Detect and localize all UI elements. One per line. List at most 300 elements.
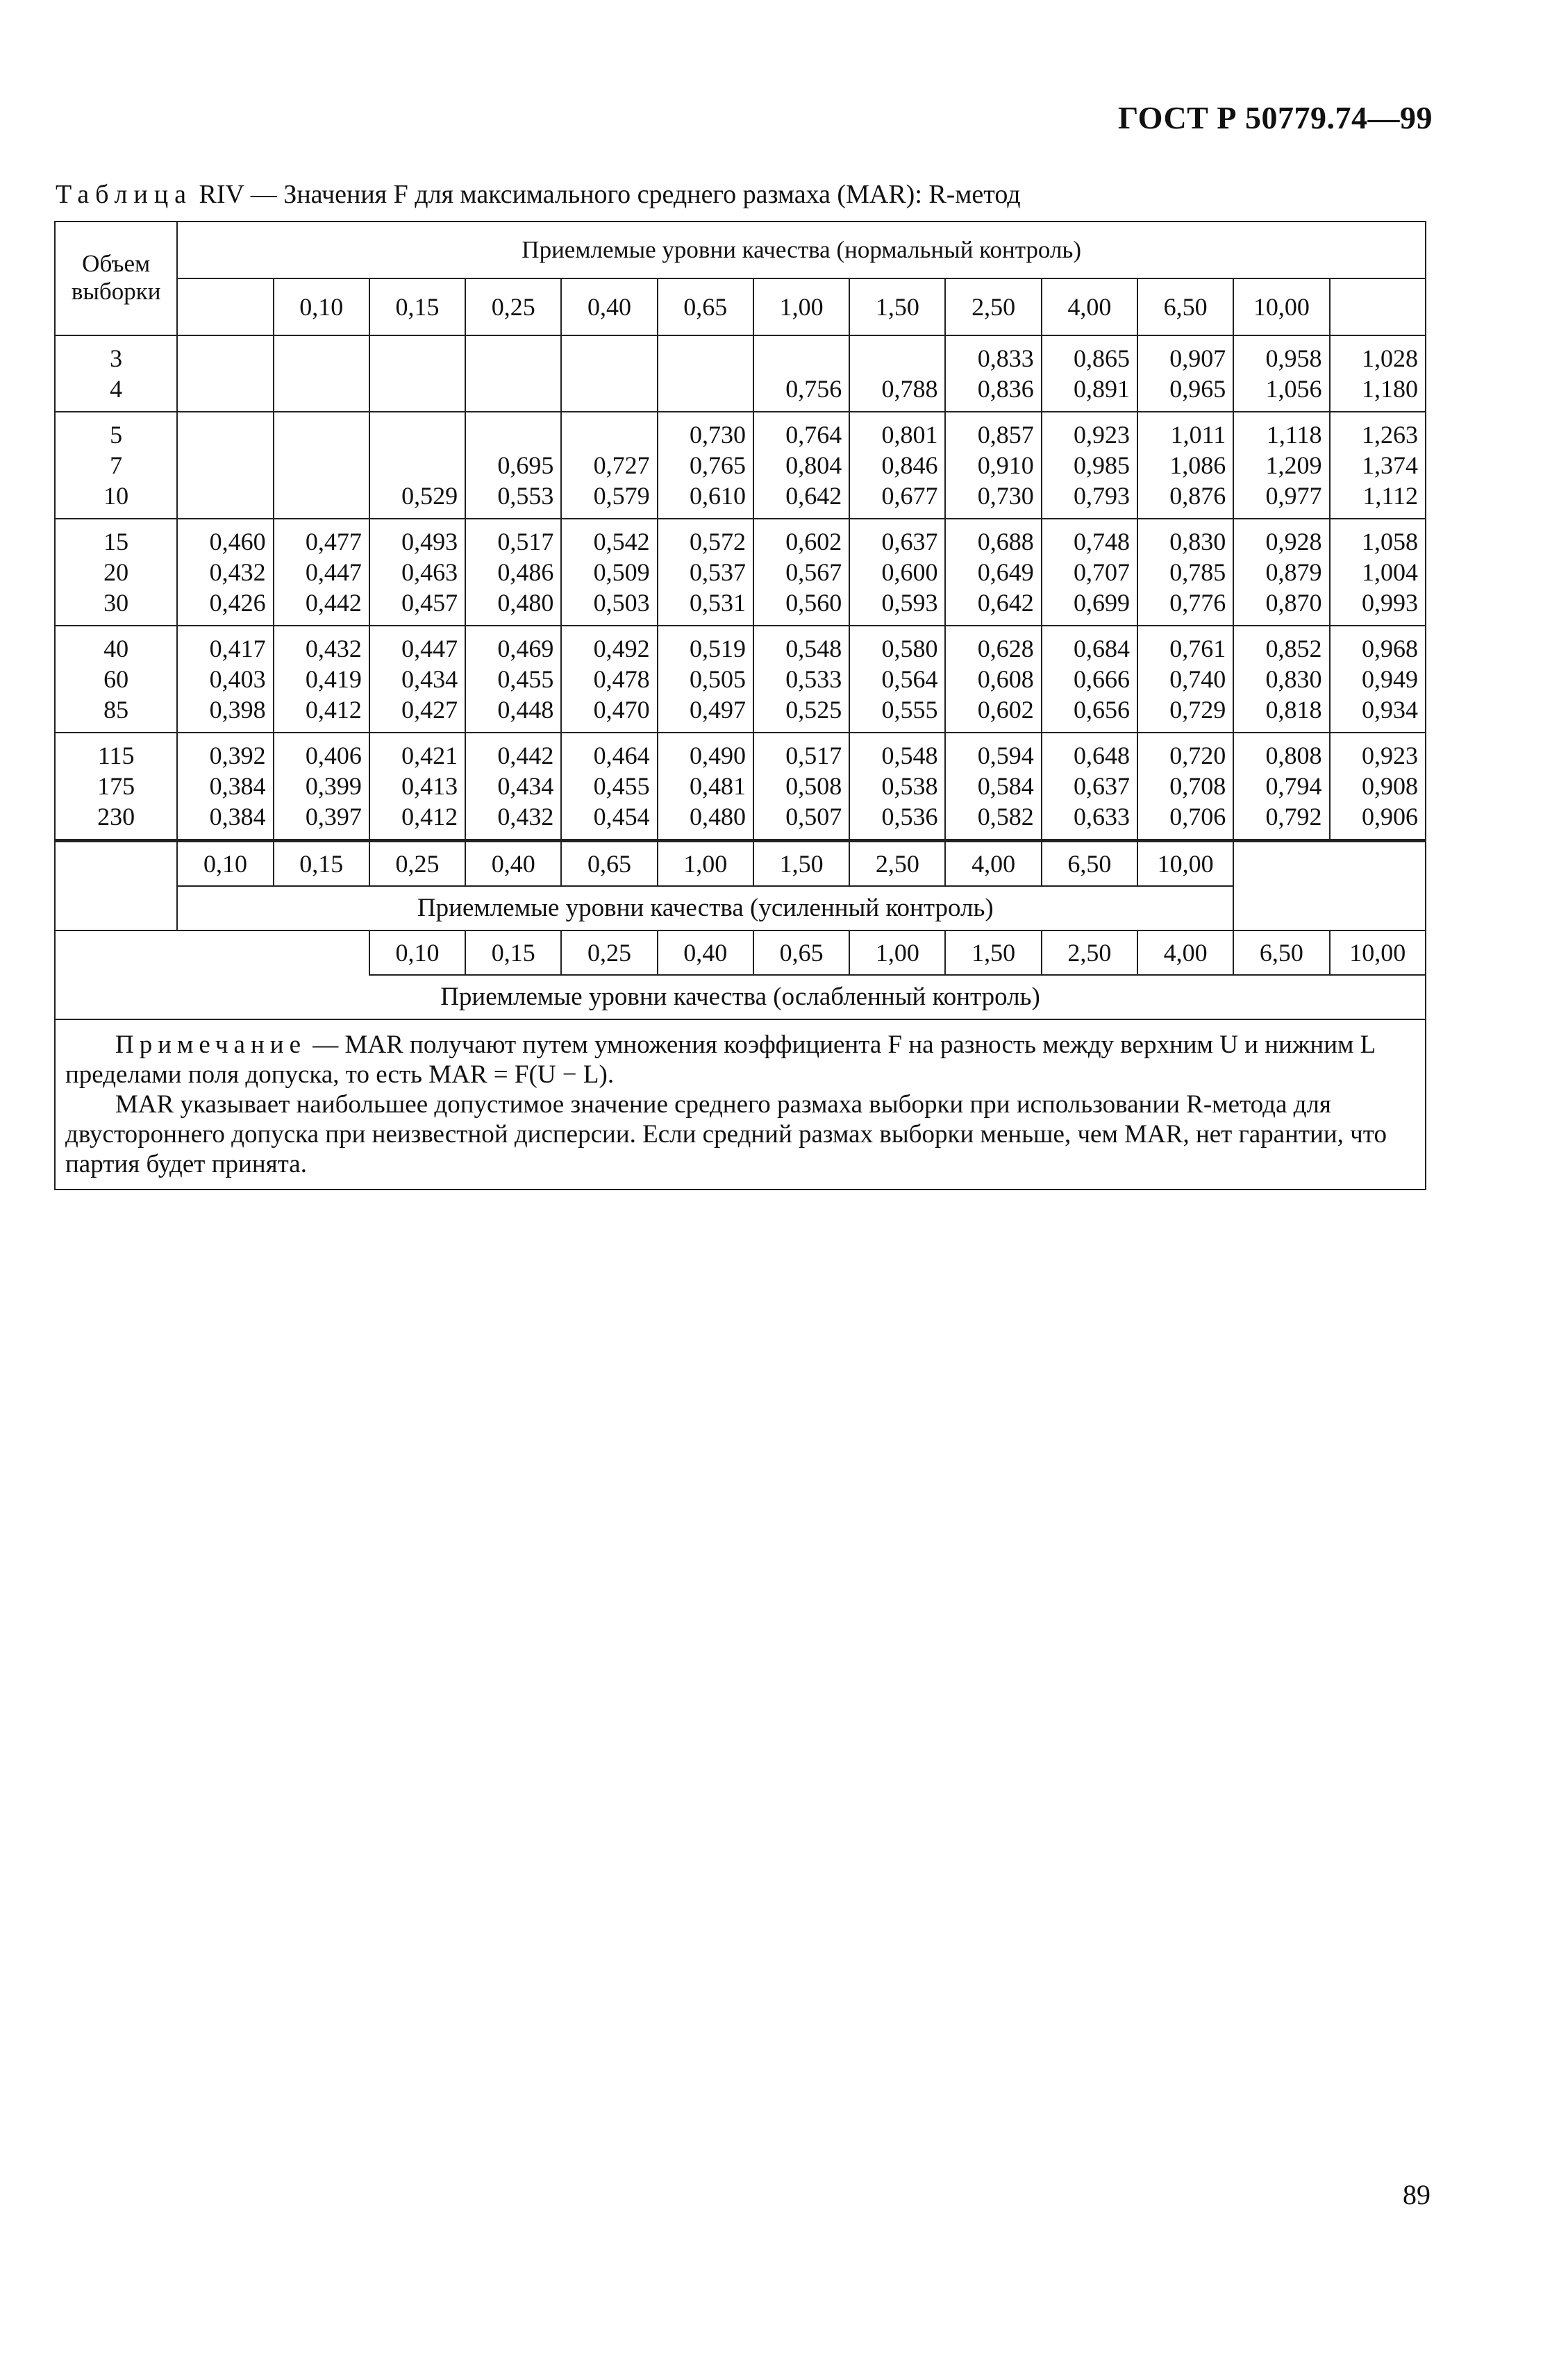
factor-value — [185, 450, 265, 481]
factor-value: 0,533 — [785, 665, 842, 693]
factor-value: 0,493 — [401, 528, 458, 556]
factor-value: 0,836 — [977, 375, 1034, 403]
normal-level-cell: 0,65 — [658, 278, 753, 335]
factor-value: 0,434 — [497, 772, 554, 800]
factor-cell — [1137, 335, 1233, 412]
factor-value: 0,910 — [977, 451, 1034, 479]
factor-value: 0,572 — [689, 528, 746, 556]
sample-size-header: Объем выборки — [55, 222, 177, 335]
factor-value: 0,536 — [881, 803, 938, 831]
normal-level-cell: 1,00 — [753, 278, 849, 335]
factor-value: 0,580 — [881, 635, 938, 662]
factor-cell — [753, 626, 849, 733]
normal-level-cell: 0,25 — [465, 278, 561, 335]
factor-value — [761, 343, 842, 374]
sample-size-cell — [55, 733, 177, 841]
sample-group-row — [55, 412, 1426, 519]
sample-size-value: 175 — [97, 772, 135, 800]
factor-value: 0,529 — [401, 482, 458, 510]
factor-value: 0,564 — [881, 665, 938, 693]
factor-value — [377, 374, 458, 404]
factor-value: 0,593 — [881, 589, 938, 617]
factor-value: 0,928 — [1265, 528, 1322, 556]
factor-cell — [177, 412, 273, 519]
factor-value: 0,833 — [977, 344, 1034, 372]
factor-value: 0,808 — [1265, 742, 1322, 769]
factor-value: 1,374 — [1362, 451, 1418, 479]
blank-cell — [55, 841, 177, 931]
factor-cell — [753, 335, 849, 412]
factor-value: 0,427 — [401, 696, 458, 724]
factor-value: 0,384 — [209, 772, 266, 800]
tightened-levels-row — [55, 841, 1426, 887]
factor-value: 0,695 — [497, 451, 554, 479]
factor-value: 0,503 — [593, 589, 650, 617]
factor-value: 0,907 — [1169, 344, 1226, 372]
sample-size-value: 115 — [97, 742, 135, 769]
factor-value — [377, 419, 458, 450]
factor-value: 0,477 — [305, 528, 362, 556]
factor-value: 0,455 — [593, 772, 650, 800]
normal-control-header: Приемлемые уровни качества (нормальный контроль) — [177, 222, 1426, 278]
reduced-level-cell: 2,50 — [1042, 931, 1137, 975]
reduced-caption-row — [55, 975, 1426, 1019]
sample-group-row — [55, 626, 1426, 733]
factor-value: 0,993 — [1362, 589, 1418, 617]
factor-value: 0,923 — [1074, 421, 1130, 449]
factor-value: 0,677 — [881, 482, 938, 510]
factor-cell — [274, 335, 369, 412]
factor-value: 0,486 — [497, 558, 554, 586]
factor-value: 0,505 — [689, 665, 746, 693]
factor-value: 0,553 — [497, 482, 554, 510]
factor-value: 0,818 — [1265, 696, 1322, 724]
factor-cell — [1330, 519, 1426, 626]
factor-value: 1,056 — [1265, 375, 1322, 403]
values-table — [54, 221, 1426, 1190]
factor-cell — [945, 626, 1041, 733]
factor-cell — [1042, 335, 1137, 412]
factor-value: 0,965 — [1169, 375, 1226, 403]
factor-value — [473, 374, 553, 404]
factor-cell — [658, 335, 753, 412]
factor-cell — [369, 412, 465, 519]
normal-level-cell: 2,50 — [945, 278, 1041, 335]
factor-value — [281, 450, 362, 481]
factor-value: 0,792 — [1265, 803, 1322, 831]
factor-value: 0,949 — [1362, 665, 1418, 693]
factor-cell — [561, 626, 657, 733]
factor-cell — [561, 733, 657, 841]
factor-cell — [465, 335, 561, 412]
factor-cell — [274, 733, 369, 841]
factor-value: 0,958 — [1265, 344, 1322, 372]
factor-cell — [753, 412, 849, 519]
sample-size-value: 230 — [97, 803, 135, 831]
sample-size-value: 30 — [103, 589, 129, 617]
factor-value: 0,480 — [689, 803, 746, 831]
note-text-2: MAR указывает наибольшее допустимое значение среднего размаха выборки при использовании R-метода для двустороннего допуска при неизвестной дисперсии. Если средний размах выборки меньше, чем MAR, нет гарантии, что партия будет принята. — [65, 1090, 1387, 1178]
factor-value: 0,517 — [497, 528, 554, 556]
normal-level-cell — [177, 278, 273, 335]
sample-group-row — [55, 519, 1426, 626]
factor-value: 0,434 — [401, 665, 458, 693]
factor-value: 0,478 — [593, 665, 650, 693]
factor-value: 1,118 — [1266, 421, 1322, 449]
factor-cell — [369, 626, 465, 733]
sample-size-value: 85 — [103, 696, 129, 724]
factor-value: 0,517 — [785, 742, 842, 769]
factor-cell — [1330, 733, 1426, 841]
factor-cell — [1233, 626, 1329, 733]
factor-cell — [1042, 733, 1137, 841]
factor-value: 0,684 — [1074, 635, 1130, 662]
factor-value: 0,608 — [977, 665, 1034, 693]
normal-level-cell: 0,15 — [369, 278, 465, 335]
factor-value: 0,398 — [209, 696, 266, 724]
factor-value — [665, 343, 746, 374]
reduced-level-cell: 0,40 — [658, 931, 753, 975]
factor-value: 0,442 — [305, 589, 362, 617]
factor-value: 0,542 — [593, 528, 650, 556]
factor-value: 0,891 — [1074, 375, 1130, 403]
tightened-level-cell: 2,50 — [849, 841, 945, 887]
factor-value: 0,852 — [1265, 635, 1322, 662]
factor-cell — [658, 519, 753, 626]
factor-value: 0,457 — [401, 589, 458, 617]
factor-cell — [753, 733, 849, 841]
factor-value — [473, 419, 553, 450]
factor-value: 0,764 — [785, 421, 842, 449]
sample-size-value: 15 — [103, 528, 129, 556]
factor-value: 0,412 — [305, 696, 362, 724]
factor-value — [185, 343, 265, 374]
factor-value — [569, 374, 649, 404]
normal-level-cell — [1330, 278, 1426, 335]
factor-cell — [369, 335, 465, 412]
factor-value: 1,180 — [1362, 375, 1418, 403]
page-number: 89 — [1403, 2179, 1431, 2210]
factor-value: 1,011 — [1170, 421, 1226, 449]
reduced-levels-row — [55, 931, 1426, 975]
factor-cell — [274, 519, 369, 626]
factor-cell — [849, 519, 945, 626]
normal-level-cell: 0,40 — [561, 278, 657, 335]
factor-value — [377, 450, 458, 481]
reduced-level-cell: 0,25 — [561, 931, 657, 975]
factor-value: 0,748 — [1074, 528, 1130, 556]
reduced-level-cell: 4,00 — [1137, 931, 1233, 975]
factor-value: 0,421 — [401, 742, 458, 769]
factor-value: 1,209 — [1265, 451, 1322, 479]
blank-cell — [55, 931, 369, 975]
factor-cell — [945, 412, 1041, 519]
sample-size-value: 20 — [103, 558, 129, 586]
factor-cell — [658, 626, 753, 733]
tightened-level-cell: 1,00 — [658, 841, 753, 887]
factor-value: 0,830 — [1265, 665, 1322, 693]
factor-value: 0,688 — [977, 528, 1034, 556]
tightened-level-cell: 1,50 — [753, 841, 849, 887]
blank-cell — [1233, 841, 1426, 931]
factor-value: 0,707 — [1074, 558, 1130, 586]
factor-value: 0,413 — [401, 772, 458, 800]
factor-cell — [369, 733, 465, 841]
factor-value: 0,537 — [689, 558, 746, 586]
sample-size-value: 10 — [103, 482, 129, 510]
factor-value: 0,637 — [1074, 772, 1130, 800]
factor-value: 0,785 — [1169, 558, 1226, 586]
factor-value: 0,397 — [305, 803, 362, 831]
factor-cell — [1042, 626, 1137, 733]
factor-value: 0,384 — [209, 803, 266, 831]
factor-value — [281, 343, 362, 374]
sample-size-cell — [55, 335, 177, 412]
normal-levels-row — [55, 278, 1426, 335]
factor-cell — [465, 412, 561, 519]
reduced-level-cell: 6,50 — [1233, 931, 1329, 975]
factor-value — [377, 343, 458, 374]
factor-cell — [658, 733, 753, 841]
sample-size-value: 5 — [110, 421, 123, 449]
tightened-level-cell: 0,40 — [465, 841, 561, 887]
factor-value: 0,628 — [977, 635, 1034, 662]
table-caption-label: Таблица — [56, 180, 193, 209]
factor-value: 0,432 — [209, 558, 266, 586]
factor-value: 0,419 — [305, 665, 362, 693]
reduced-level-cell: 0,15 — [465, 931, 561, 975]
sample-size-cell — [55, 519, 177, 626]
factor-value: 0,432 — [305, 635, 362, 662]
factor-value: 0,412 — [401, 803, 458, 831]
factor-value: 0,699 — [1074, 589, 1130, 617]
factor-value: 0,730 — [689, 421, 746, 449]
sample-group-row — [55, 733, 1426, 841]
tightened-level-cell: 4,00 — [945, 841, 1041, 887]
tightened-level-cell: 0,10 — [177, 841, 273, 887]
factor-value: 0,584 — [977, 772, 1034, 800]
factor-value: 0,579 — [593, 482, 650, 510]
reduced-level-cell: 0,10 — [369, 931, 465, 975]
factor-cell — [1137, 412, 1233, 519]
factor-cell — [945, 335, 1041, 412]
factor-cell — [274, 412, 369, 519]
table-note — [55, 1019, 1426, 1190]
factor-cell — [945, 519, 1041, 626]
factor-value: 0,464 — [593, 742, 650, 769]
factor-cell — [849, 733, 945, 841]
factor-cell — [849, 626, 945, 733]
note-row — [55, 1019, 1426, 1190]
factor-cell — [369, 519, 465, 626]
factor-cell — [1042, 519, 1137, 626]
factor-value: 0,490 — [689, 742, 746, 769]
factor-value: 0,454 — [593, 803, 650, 831]
sample-size-value: 40 — [103, 635, 129, 662]
factor-value: 0,804 — [785, 451, 842, 479]
factor-value: 0,492 — [593, 635, 650, 662]
factor-value — [569, 419, 649, 450]
factor-value: 0,432 — [497, 803, 554, 831]
factor-cell — [561, 335, 657, 412]
tightened-level-cell: 0,15 — [274, 841, 369, 887]
reduced-level-cell: 1,50 — [945, 931, 1041, 975]
factor-value: 0,567 — [785, 558, 842, 586]
factor-value: 0,633 — [1074, 803, 1130, 831]
factor-cell — [177, 733, 273, 841]
factor-value: 0,519 — [689, 635, 746, 662]
tightened-level-cell: 6,50 — [1042, 841, 1137, 887]
factor-value: 0,985 — [1074, 451, 1130, 479]
factor-value: 0,876 — [1169, 482, 1226, 510]
sample-size-value: 60 — [103, 665, 129, 693]
factor-value: 1,112 — [1362, 482, 1418, 510]
factor-value: 0,765 — [689, 451, 746, 479]
factor-cell — [945, 733, 1041, 841]
sample-size-value: 7 — [110, 451, 123, 479]
factor-value: 1,004 — [1362, 558, 1418, 586]
factor-value — [281, 374, 362, 404]
factor-value: 1,086 — [1169, 451, 1226, 479]
factor-value: 0,756 — [785, 375, 842, 403]
factor-cell — [1137, 733, 1233, 841]
factor-cell — [561, 519, 657, 626]
factor-value: 0,548 — [881, 742, 938, 769]
factor-value: 0,610 — [689, 482, 746, 510]
factor-value: 1,028 — [1362, 344, 1418, 372]
factor-value: 0,977 — [1265, 482, 1322, 510]
factor-cell — [561, 412, 657, 519]
factor-cell — [177, 519, 273, 626]
factor-cell — [274, 626, 369, 733]
factor-value: 0,865 — [1074, 344, 1130, 372]
factor-value: 0,706 — [1169, 803, 1226, 831]
factor-value: 0,648 — [1074, 742, 1130, 769]
factor-value: 0,509 — [593, 558, 650, 586]
normal-level-cell: 4,00 — [1042, 278, 1137, 335]
factor-value: 0,729 — [1169, 696, 1226, 724]
note-text-1: — MAR получают путем умножения коэффициента F на разность между верхним U и нижним L пределами поля допуска, то есть MAR = F(U − L). — [65, 1030, 1375, 1089]
factor-value: 0,403 — [209, 665, 266, 693]
factor-cell — [1233, 412, 1329, 519]
factor-value: 0,460 — [209, 528, 266, 556]
factor-value: 0,830 — [1169, 528, 1226, 556]
tightened-control-header: Приемлемые уровни качества (усиленный контроль) — [177, 886, 1233, 931]
factor-value: 0,447 — [305, 558, 362, 586]
factor-cell — [658, 412, 753, 519]
factor-cell — [1330, 626, 1426, 733]
normal-level-cell: 1,50 — [849, 278, 945, 335]
table-caption — [56, 179, 1021, 210]
factor-value: 0,794 — [1265, 772, 1322, 800]
factor-value: 0,447 — [401, 635, 458, 662]
factor-value: 0,642 — [785, 482, 842, 510]
factor-value: 0,906 — [1362, 803, 1418, 831]
factor-value: 0,582 — [977, 803, 1034, 831]
normal-level-cell: 0,10 — [274, 278, 369, 335]
reduced-level-cell: 0,65 — [753, 931, 849, 975]
normal-level-cell: 10,00 — [1233, 278, 1329, 335]
factor-value: 0,470 — [593, 696, 650, 724]
factor-value: 0,469 — [497, 635, 554, 662]
factor-value: 0,426 — [209, 589, 266, 617]
factor-cell — [177, 335, 273, 412]
reduced-level-cell: 10,00 — [1330, 931, 1426, 975]
factor-value: 0,560 — [785, 589, 842, 617]
note-label: Примечание — [115, 1030, 306, 1059]
factor-value: 0,392 — [209, 742, 266, 769]
factor-value: 0,507 — [785, 803, 842, 831]
factor-value: 0,801 — [881, 421, 938, 449]
factor-value: 0,480 — [497, 589, 554, 617]
factor-value — [281, 419, 362, 450]
factor-value: 0,481 — [689, 772, 746, 800]
factor-value — [281, 481, 362, 511]
factor-value: 0,594 — [977, 742, 1034, 769]
factor-value: 0,548 — [785, 635, 842, 662]
factor-value: 0,879 — [1265, 558, 1322, 586]
factor-value: 0,776 — [1169, 589, 1226, 617]
factor-value: 0,600 — [881, 558, 938, 586]
table-caption-text: RIV — Значения F для максимального среднего размаха (MAR): R-метод — [199, 180, 1021, 209]
factor-value: 0,720 — [1169, 742, 1226, 769]
factor-value: 0,538 — [881, 772, 938, 800]
factor-value: 0,740 — [1169, 665, 1226, 693]
factor-cell — [1233, 519, 1329, 626]
document-code: ГОСТ Р 50779.74—99 — [1118, 100, 1433, 135]
factor-value: 0,525 — [785, 696, 842, 724]
sample-size-value: 3 — [110, 344, 123, 372]
factor-cell — [1233, 335, 1329, 412]
factor-value — [665, 374, 746, 404]
factor-value: 0,730 — [977, 482, 1034, 510]
factor-value: 0,406 — [305, 742, 362, 769]
factor-value — [185, 481, 265, 511]
factor-value: 0,649 — [977, 558, 1034, 586]
factor-value: 0,934 — [1362, 696, 1418, 724]
factor-value: 1,058 — [1362, 528, 1418, 556]
factor-cell — [465, 626, 561, 733]
factor-value: 0,637 — [881, 528, 938, 556]
factor-value: 0,508 — [785, 772, 842, 800]
factor-cell — [465, 519, 561, 626]
factor-value: 0,602 — [785, 528, 842, 556]
factor-value: 0,870 — [1265, 589, 1322, 617]
factor-value: 0,463 — [401, 558, 458, 586]
factor-value: 0,455 — [497, 665, 554, 693]
factor-cell — [753, 519, 849, 626]
tightened-level-cell: 0,25 — [369, 841, 465, 887]
tightened-level-cell: 10,00 — [1137, 841, 1233, 887]
reduced-level-cell: 1,00 — [849, 931, 945, 975]
factor-value: 0,399 — [305, 772, 362, 800]
factor-value: 0,531 — [689, 589, 746, 617]
factor-value: 0,448 — [497, 696, 554, 724]
factor-value: 0,857 — [977, 421, 1034, 449]
factor-cell — [1137, 626, 1233, 733]
factor-value: 0,602 — [977, 696, 1034, 724]
tightened-caption-row — [55, 886, 1426, 931]
tightened-level-cell: 0,65 — [561, 841, 657, 887]
factor-value: 0,788 — [881, 375, 938, 403]
factor-value — [185, 419, 265, 450]
factor-value: 0,708 — [1169, 772, 1226, 800]
factor-value — [857, 343, 937, 374]
factor-value: 0,727 — [593, 451, 650, 479]
factor-value: 1,263 — [1362, 421, 1418, 449]
sample-group-row — [55, 335, 1426, 412]
factor-cell — [1137, 519, 1233, 626]
